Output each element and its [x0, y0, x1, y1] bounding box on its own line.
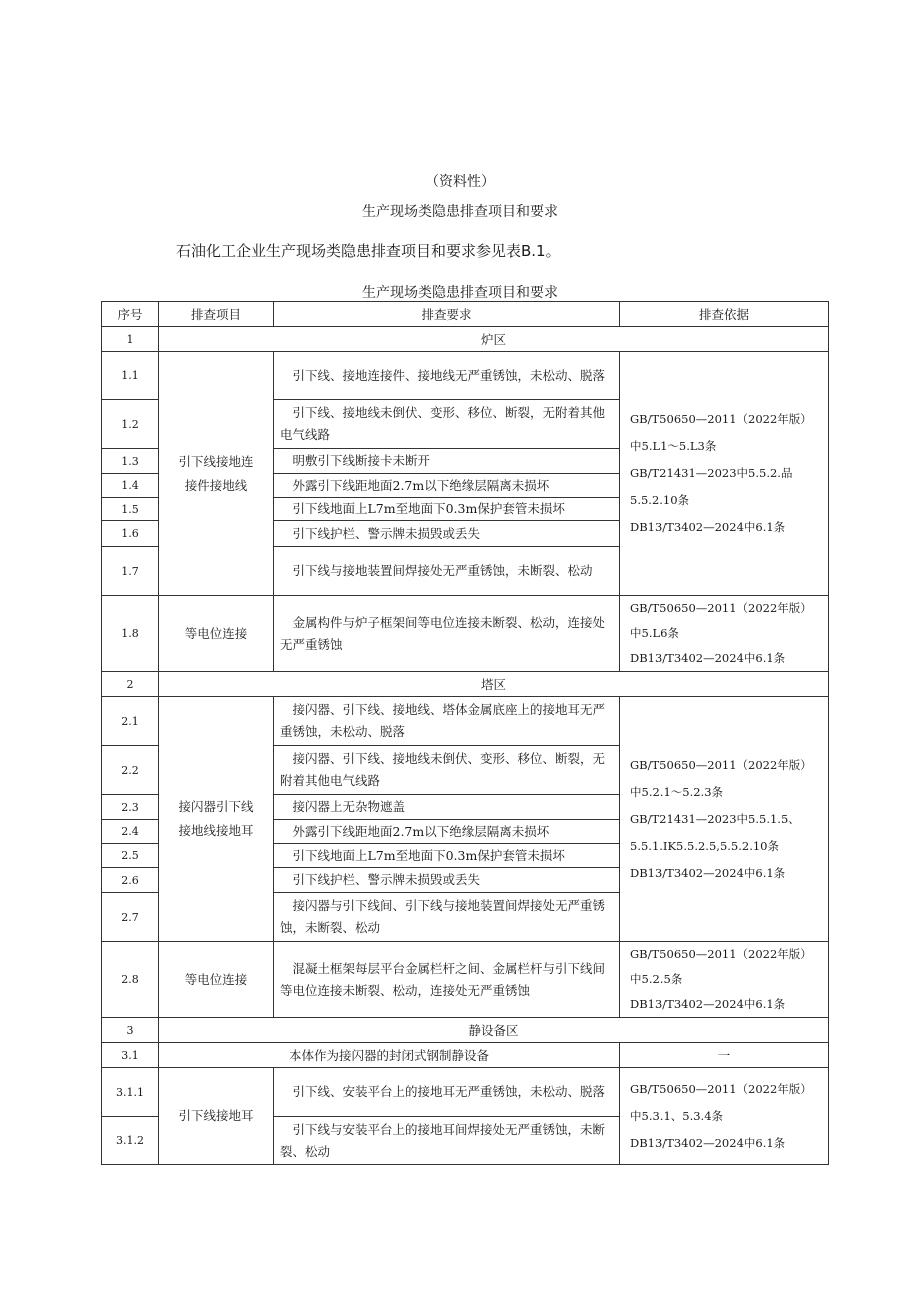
table-row [102, 697, 829, 746]
row-number: 3.1 [102, 1043, 159, 1068]
basis-text: DB13/T3402—2024中6.1条 [630, 651, 786, 665]
requirement-cell [274, 498, 620, 521]
row-number: 1.1 [102, 352, 159, 400]
requirement-text: 引下线地面上L7m至地面下0.3m保护套管未损坏 [292, 501, 565, 516]
basis-text: DB13/T3402—2024中6.1条 [630, 865, 786, 880]
basis-cell [620, 596, 829, 672]
section-row [102, 1018, 829, 1043]
requirement-text: 引下线、安装平台上的接地耳无严重锈蚀，未松动、脱落 [292, 1084, 606, 1099]
basis-text: 一 [620, 1043, 829, 1068]
item-cell [159, 596, 274, 672]
row-number: 2.8 [102, 942, 159, 1018]
section-number: 2 [102, 672, 159, 697]
requirement-cell [274, 844, 620, 868]
requirement-cell [274, 474, 620, 498]
requirement-text: 接闪器与引下线间、引下线与接地装置间焊接处无严重锈蚀，未断裂、松动 [280, 898, 606, 935]
row-number: 1.2 [102, 400, 159, 449]
table-title: 生产现场类隐患排查项目和要求 [362, 285, 558, 301]
requirement-cell [274, 820, 620, 844]
requirement-text: 引下线与接地装置间焊接处无严重锈蚀，未断裂、松动 [292, 563, 593, 578]
requirement-text: 引下线地面上L7m至地面下0.3m保护套管未损坏 [292, 847, 565, 863]
requirement-text: 接闪器、引下线、接地线未倒伏、变形、移位、断裂，无附着其他电气线路 [280, 751, 606, 788]
table-header-row [102, 302, 829, 327]
row-number: 3.1.1 [102, 1068, 159, 1117]
requirement-text: 引下线与安装平台上的接地耳间焊接处无严重锈蚀，未断裂、松动 [280, 1121, 606, 1159]
basis-text: GB/T21431—2023中5.5.1.5、5.5.1.IK5.5.2.5,5.5.2.10条 [630, 811, 800, 853]
basis-cell [620, 942, 829, 1018]
column-header: 排查要求 [274, 302, 620, 327]
appendix-heading: 生产现场类隐患排查项目和要求 [362, 204, 558, 220]
inspection-table [101, 301, 829, 1165]
basis-cell [620, 352, 829, 596]
item-cell [159, 352, 274, 596]
requirement-text: 本体作为接闪器的封闭式钢制静设备 [159, 1043, 620, 1068]
requirement-cell [274, 1068, 620, 1117]
intro-text: 石油化工企业生产现场类隐患排查项目和要求参见表B.1。 [176, 242, 561, 260]
requirement-text: 引下线护栏、警示牌未损毁或丢失 [292, 525, 481, 541]
basis-text: DB13/T3402—2024中6.1条 [630, 1135, 786, 1150]
table-row [102, 596, 829, 672]
section-row [102, 327, 829, 352]
row-number: 1.4 [102, 474, 159, 498]
requirement-cell [274, 868, 620, 893]
section-name: 炉区 [159, 327, 829, 352]
requirement-cell [274, 352, 620, 400]
requirement-text: 外露引下线距地面2.7m以下绝缘层隔离未损坏 [292, 477, 550, 493]
section-name: 静设备区 [159, 1018, 829, 1043]
basis-cell [620, 1068, 829, 1165]
section-name: 塔区 [159, 672, 829, 697]
section-number: 3 [102, 1018, 159, 1043]
table-row [102, 1043, 829, 1068]
basis-text: GB/T50650—2011（2022年版）中5.L6条 [630, 601, 812, 640]
requirement-text: 接闪器上无杂物遮盖 [292, 799, 406, 814]
table-row [102, 352, 829, 400]
item-cell [159, 1068, 274, 1165]
requirement-cell [274, 942, 620, 1018]
column-header: 序号 [102, 302, 159, 327]
table-row [102, 1068, 829, 1117]
requirement-cell [274, 746, 620, 795]
row-number: 2.2 [102, 746, 159, 795]
row-number: 1.3 [102, 449, 159, 474]
requirement-text: 混凝土框架每层平台金属栏杆之间、金属栏杆与引下线间等电位连接未断裂、松动，连接处无严重锈蚀 [280, 960, 606, 998]
item-cell [159, 942, 274, 1018]
row-number: 1.6 [102, 521, 159, 547]
basis-text: GB/T50650—2011（2022年版）中5.L1～5.L3条 [630, 412, 812, 453]
basis-text: GB/T21431—2023中5.5.2.品5.5.2.10条 [630, 466, 793, 507]
requirement-cell [274, 547, 620, 596]
row-number: 2.6 [102, 868, 159, 893]
basis-text: GB/T50650—2011（2022年版）中5.3.1、5.3.4条 [630, 1081, 812, 1123]
row-number: 3.1.2 [102, 1117, 159, 1165]
basis-text: GB/T50650—2011（2022年版）中5.2.5条 [630, 947, 812, 986]
requirement-text: 外露引下线距地面2.7m以下绝缘层隔离未损坏 [292, 823, 550, 839]
basis-cell [620, 697, 829, 942]
basis-text: DB13/T3402—2024中6.1条 [630, 997, 786, 1011]
requirement-cell [274, 449, 620, 474]
row-number: 2.5 [102, 844, 159, 868]
column-header: 排查依据 [620, 302, 829, 327]
basis-text: GB/T50650—2011（2022年版）中5.2.1～5.2.3条 [630, 757, 812, 799]
item-label: 等电位连接 [184, 971, 248, 987]
requirement-text: 引下线、接地连接件、接地线无严重锈蚀，未松动、脱落 [292, 367, 606, 383]
section-number: 1 [102, 327, 159, 352]
basis-text: DB13/T3402—2024中6.1条 [630, 520, 786, 534]
row-number: 2.1 [102, 697, 159, 746]
section-row [102, 672, 829, 697]
row-number: 1.7 [102, 547, 159, 596]
item-cell [159, 697, 274, 942]
requirement-cell [274, 1117, 620, 1165]
row-number: 2.7 [102, 893, 159, 942]
requirement-cell [274, 697, 620, 746]
row-number: 1.8 [102, 596, 159, 672]
requirement-cell [274, 521, 620, 547]
requirement-text: 明敷引下线断接卡未断开 [292, 453, 431, 468]
row-number: 2.3 [102, 795, 159, 820]
column-header: 排查项目 [159, 302, 274, 327]
item-label: 引下线接地连接件接地线 [178, 453, 254, 493]
row-number: 1.5 [102, 498, 159, 521]
requirement-text: 引下线护栏、警示牌未损毁或丢失 [292, 872, 481, 887]
item-label: 引下线接地耳 [178, 1108, 254, 1123]
row-number: 2.4 [102, 820, 159, 844]
requirement-cell [274, 795, 620, 820]
item-label: 接闪器引下线接地线接地耳 [178, 799, 254, 838]
requirement-cell [274, 596, 620, 672]
appendix-label: （资料性） [425, 174, 495, 190]
table-row [102, 942, 829, 1018]
requirement-text: 引下线、接地线未倒伏、变形、移位、断裂，无附着其他电气线路 [280, 405, 606, 442]
requirement-text: 金属构件与炉子框架间等电位连接未断裂、松动，连接处无严重锈蚀 [280, 614, 606, 652]
item-label: 等电位连接 [184, 625, 248, 641]
requirement-cell [274, 400, 620, 449]
requirement-text: 接闪器、引下线、接地线、塔体金属底座上的接地耳无严重锈蚀，未松动、脱落 [280, 702, 606, 739]
requirement-cell [274, 893, 620, 942]
